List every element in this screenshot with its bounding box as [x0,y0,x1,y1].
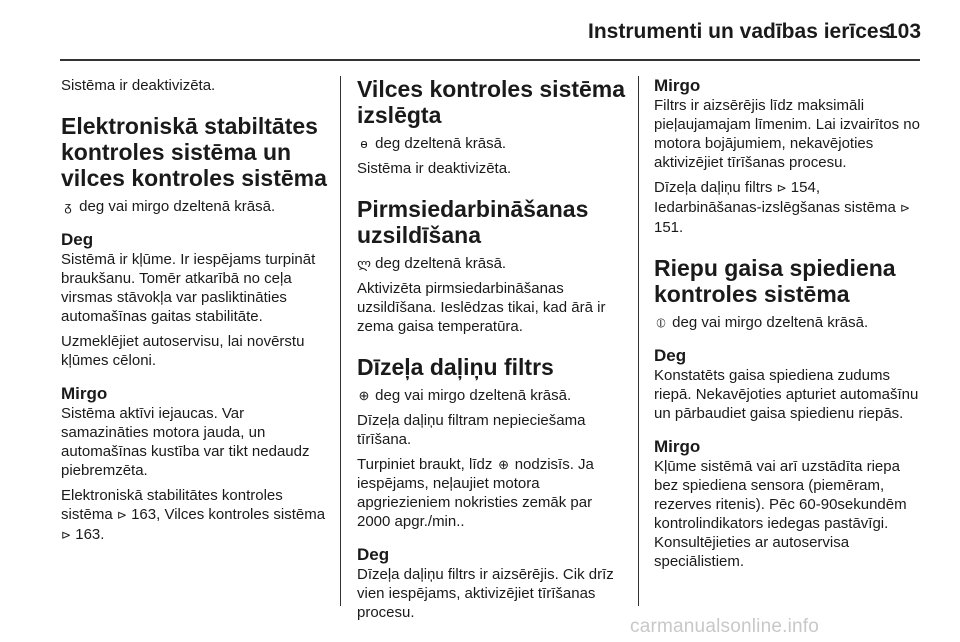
dpf-status-line [357,386,627,405]
tc-status: deg dzeltenā krāsā. [375,135,507,152]
tire-pressure-icon: ⦶ [656,315,666,330]
preheat-status: deg dzeltenā krāsā. [375,255,507,272]
column-1 [61,76,329,551]
dpf-text: Dīzeļa daļiņu filtram nepieciešama tīrīšana. [357,412,586,448]
ref-esc-label: Elektroniskā stabilitātes kontroles sistēma [61,487,283,523]
heading-tpms: Riepu gaisa spiediena kontroles sistēma [654,255,896,307]
tc-text: Sistēma ir deaktivizēta. [357,160,512,177]
subheading-flash: Mirgo [654,437,701,456]
subheading-flash: Mirgo [61,384,108,403]
intro-text: Sistēma ir deaktivizēta. [61,77,216,94]
esc-icon: ᵹ [64,199,72,214]
page-number: 103 [886,20,922,43]
preheat-text: Aktivizēta pirmsiedarbināšanas uzsildīšana. Ieslēdzas tikai, kad ārā ir zema gaisa temperatūra. [357,280,606,335]
column-divider-2 [638,76,639,606]
dpf-on-text: Dīzeļa daļiņu filtrs ir aizsērējis. Cik drīz vien iespējams, aktivizējiet tīrīšanas procesu. [357,566,614,621]
ref-esc-page: 163, Vilces kontroles sistēma [131,506,326,523]
tc-status-line [357,134,627,153]
diesel-filter-icon: ⊕ [358,388,370,403]
dpf-text-2a: Turpiniet braukt, līdz [357,456,493,473]
watermark: carmanualsonline.info [630,616,820,637]
tpms-on-text: Konstatēts gaisa spiediena zudums riepā. Nekavējoties apturiet automašīnu un pārbaudiet gaisa spiedienu riepās. [654,367,919,422]
esc-on-text: Sistēmā ir kļūme. Ir iespējams turpināt braukšanu. Tomēr atkarībā no ceļa virsmas stāvokļa var pasliktināties automašīnas gaitas stabilitāte. [61,251,316,325]
dpf-flash-text: Filtrs ir aizsērējis līdz maksimāli pieļaujamajam līmenim. Lai izvairītos no motora bojājumiem, nekavējoties aktivizējiet tīrīšanas procesu. [654,97,920,171]
esc-status: deg vai mirgo dzeltenā krāsā. [79,198,276,215]
heading-preheat: Pirmsiedarbināšanas uzsildīšana [357,196,589,248]
diesel-filter-icon: ⊕ [498,457,509,472]
subheading-on: Deg [357,545,390,564]
ref-tc-page: 163. [75,526,105,543]
header-title: Instrumenti un vadības ierīces [588,20,891,43]
subheading-on: Deg [61,230,94,249]
heading-traction-off: Vilces kontroles sistēma izslēgta [357,76,626,128]
tpms-status-line [654,313,924,332]
page-ref-arrow-icon: ⊳ [61,528,72,542]
heading-dpf: Dīzeļa daļiņu filtrs [357,354,554,380]
esc-status-line [61,197,329,216]
page-header [0,0,960,62]
dpf-text-2b: nodzisīs. Ja iespējams, neļaujiet motora apgriezieniem nokristies zemāk par 2000 apgr./min.. [357,456,594,530]
subheading-flash: Mirgo [654,76,701,95]
glow-plug-icon: ლ [357,256,371,271]
esc-on-text-2: Uzmeklējiet autoservisu, lai novērstu kļūmes cēloni. [61,333,305,369]
heading-esc: Elektroniskā stabiltātes kontroles sistēma un vilces kontroles sistēma [61,113,327,191]
page-ref-arrow-icon: ⊳ [899,201,911,215]
subheading-on: Deg [654,346,687,365]
esc-references [61,486,329,545]
dpf-references [654,178,924,237]
column-2 [357,76,627,628]
traction-off-icon: ɵ [360,136,368,151]
page-ref-arrow-icon: ⊳ [116,508,127,522]
dpf-status: deg vai mirgo dzeltenā krāsā. [375,387,572,404]
column-3 [654,76,924,577]
ref-dpf-label: Dīzeļa daļiņu filtrs [654,179,773,196]
preheat-status-line [357,254,627,273]
header-divider [60,59,920,61]
dpf-text-2 [357,455,627,531]
ref-stop-start-page: 151. [654,219,684,236]
tpms-flash-text: Kļūme sistēmā vai arī uzstādīta riepa bez spiediena sensora (piemēram, rezerves ritenis). Pēc 60-90sekundēm kontrolindikators iedegas pastāvīgi. Konsultējieties ar autoservisa speciālistiem. [654,458,907,570]
ref-dpf-page: 154, Iedarbināšanas-izslēgšanas sistēma [654,179,896,216]
column-divider-1 [340,76,341,606]
page-ref-arrow-icon: ⊳ [776,181,787,195]
tpms-status: deg vai mirgo dzeltenā krāsā. [672,314,869,331]
esc-flash-text: Sistēma aktīvi iejaucas. Var samazināties motora jauda, un automašīnas kustība var tikt nedaudz piebremzēta. [61,405,310,479]
